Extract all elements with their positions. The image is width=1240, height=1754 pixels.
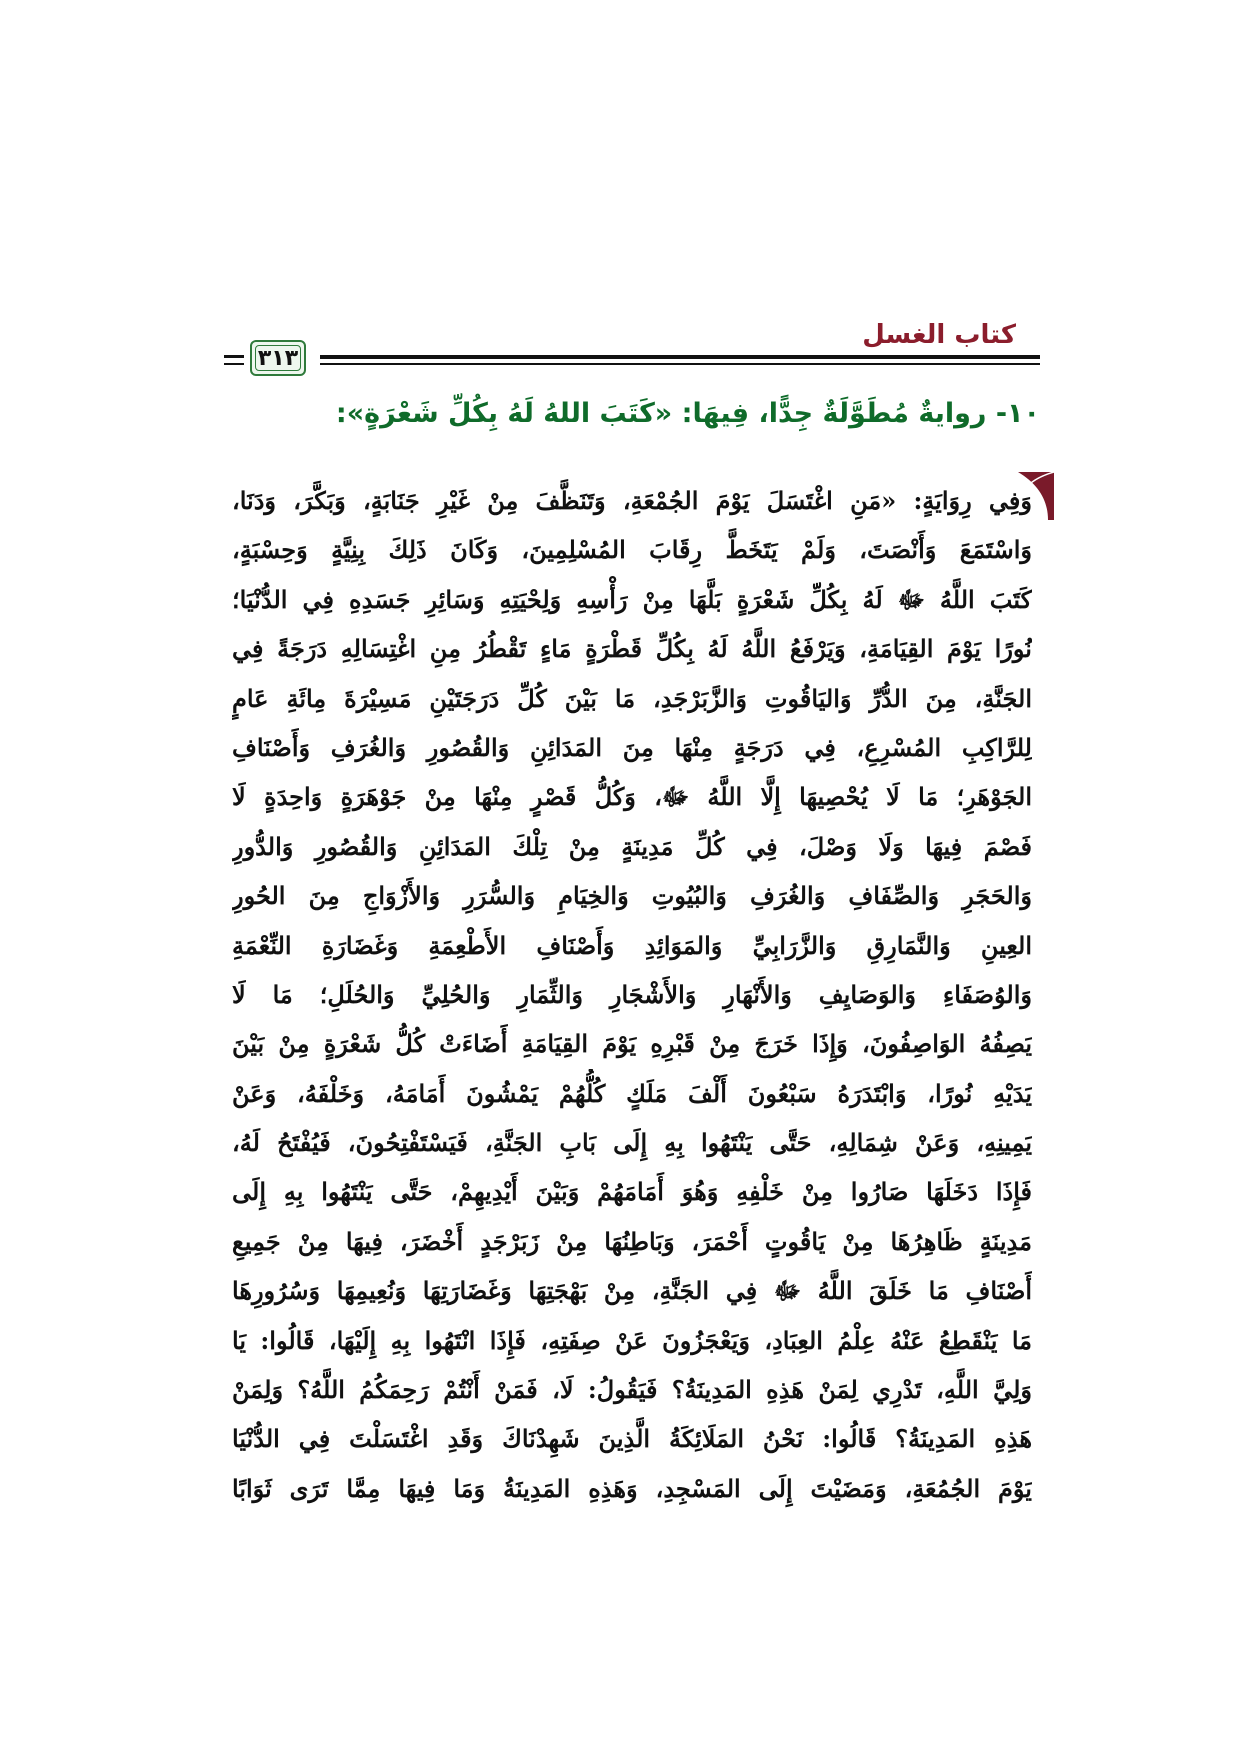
- header-rule-left-thin: [224, 363, 244, 365]
- text-line: هَذِهِ المَدِينَةُ؟ قَالُوا: نَحْنُ المَلَائِكَةُ الَّذِينَ شَهِدْنَاكَ وَقَدِ اغْتَسَلْتَ فِي الدُّنْيَا: [232, 1424, 1032, 1454]
- text-line: يَدَيْهِ نُورًا، وَابْتَدَرَهُ سَبْعُونَ أَلْفَ مَلَكٍ كُلُّهُمْ يَمْشُونَ أَمَامَهُ، وَخَلْفَهُ، وَعَنْ: [232, 1078, 1032, 1108]
- text-line: يَمِينِهِ، وَعَنْ شِمَالِهِ، حَتَّى يَنْتَهُوا بِهِ إِلَى بَابِ الجَنَّةِ، فَيَسْتَفْتِحُونَ، فَيُفْتَحُ لَهُ،: [232, 1128, 1032, 1158]
- text-line: فَإِذَا دَخَلَهَا صَارُوا مِنْ خَلْفِهِ وَهُوَ أَمَامَهُمْ وَبَيْنَ أَيْدِيهِمْ، حَتَّى يَنْتَهُوا بِهِ إِلَى: [232, 1177, 1032, 1207]
- header-rule-left-thick: [224, 355, 244, 358]
- section-heading: ١٠- روايةٌ مُطَوَّلَةٌ جِدًّا، فِيهَا: «كَتَبَ اللهُ لَهُ بِكُلِّ شَعْرَةٍ»:: [335, 398, 1040, 429]
- text-line: فَصْمَ فِيهَا وَلَا وَصْلَ، فِي كُلِّ مَدِينَةٍ مِنْ تِلْكَ المَدَائِنِ وَالقُصُورِ وَالدُّورِ: [232, 831, 1032, 861]
- text-line: وَاسْتَمَعَ وَأَنْصَتَ، وَلَمْ يَتَخَطَّ رِقَابَ المُسْلِمِينَ، وَكَانَ ذَلِكَ بِنِيَّةٍ وَحِسْبَةٍ،: [232, 535, 1032, 565]
- text-line: كَتَبَ اللَّهُ ﷻ لَهُ بِكُلِّ شَعْرَةٍ بَلَّهَا مِنْ رَأْسِهِ وَلِحْيَتِهِ وَسَائِرِ جَسَدِهِ فِي الدُّنْيَا؛: [232, 584, 1032, 614]
- text-line: العِينِ وَالنَّمَارِقِ وَالزَّرَابِيِّ وَالمَوَائِدِ وَأَصْنَافِ الأَطْعِمَةِ وَغَضَارَةِ النِّعْمَةِ: [232, 930, 1032, 960]
- text-line: وَالوُصَفَاءِ وَالوَصَايِفِ وَالأَنْهَارِ وَالأَشْجَارِ وَالثِّمَارِ وَالحُلِيِّ وَالحُلَلِ؛ مَا لَا: [232, 979, 1032, 1009]
- running-header: [224, 318, 1040, 382]
- page-number: ٣١٣: [257, 345, 299, 371]
- page-number-badge: [250, 340, 306, 376]
- body-text: [232, 476, 1032, 1513]
- text-line: مَا يَنْقَطِعُ عَنْهُ عِلْمُ العِبَادِ، وَيَعْجَزُونَ عَنْ صِفَتِهِ، فَإِذَا انْتَهُوا بِهِ إِلَيْهَا، قَالُوا: يَا: [232, 1325, 1032, 1355]
- text-line: نُورًا يَوْمَ القِيَامَةِ، وَيَرْفَعُ اللَّهُ لَهُ بِكُلِّ قَطْرَةٍ مَاءٍ تَقْطُرُ مِنِ اغْتِسَالِهِ دَرَجَةً فِي: [232, 634, 1032, 664]
- book-title: كتاب الغسل: [862, 320, 1016, 350]
- text-line: يَصِفُهُ الوَاصِفُونَ، وَإِذَا خَرَجَ مِنْ قَبْرِهِ يَوْمَ القِيَامَةِ أَضَاءَتْ كُلُّ شَعْرَةٍ مِنْ بَيْنَ: [232, 1029, 1032, 1059]
- header-rule-thick: [320, 355, 1040, 359]
- text-line: وَلِيَّ اللَّهِ، تَدْرِي لِمَنْ هَذِهِ المَدِينَةُ؟ فَيَقُولُ: لَا، فَمَنْ أَنْتُمْ رَحِمَكُمُ اللَّهُ؟ وَلِمَنْ: [232, 1375, 1032, 1405]
- text-line: الجَوْهَرِ؛ مَا لَا يُحْصِيهَا إِلَّا اللَّهُ ﷻ، وَكُلُّ قَصْرٍ مِنْهَا مِنْ جَوْهَرَةٍ وَاحِدَةٍ لَا: [232, 782, 1032, 812]
- text-line: الجَنَّةِ، مِنَ الدُّرِّ وَاليَاقُوتِ وَالزَّبَرْجَدِ، مَا بَيْنَ كُلِّ دَرَجَتَيْنِ مَسِيْرَةَ مِائَةِ عَامٍ: [232, 683, 1032, 713]
- text-line: وَفِي رِوَايَةٍ: «مَنِ اغْتَسَلَ يَوْمَ الجُمْعَةِ، وَتَنَظَّفَ مِنْ غَيْرِ جَنَابَةٍ، وَبَكَّرَ، وَدَنَا،: [232, 486, 1032, 515]
- text-line: مَدِينَةٍ ظَاهِرُهَا مِنْ يَاقُوتٍ أَحْمَرَ، وَبَاطِنُهَا مِنْ زَبَرْجَدٍ أَخْضَرَ، فِيهَا مِنْ جَمِيعِ: [232, 1226, 1032, 1256]
- text-line: أَصْنَافِ مَا خَلَقَ اللَّهُ ﷻ فِي الجَنَّةِ، مِنْ بَهْجَتِهَا وَغَضَارَتِهَا وَنُعِيمِهَا وَسُرُورِهَا: [232, 1276, 1032, 1306]
- text-line: وَالحَجَرِ وَالصِّفَافِ وَالغُرَفِ وَالبُيُوتِ وَالخِيَامِ وَالسُّرَرِ وَالأَزْوَاجِ مِنَ الحُورِ: [232, 881, 1032, 911]
- text-line: يَوْمَ الجُمُعَةِ، وَمَضَيْتَ إِلَى المَسْجِدِ، وَهَذِهِ المَدِينَةُ وَمَا فِيهَا مِمَّا تَرَى ثَوَابًا: [232, 1473, 1032, 1503]
- header-rule-thin: [320, 363, 1040, 365]
- text-line: لِلرَّاكِبِ المُسْرِعِ، فِي دَرَجَةٍ مِنْهَا مِنَ المَدَائِنِ وَالقُصُورِ وَالغُرَفِ وَأَصْنَافِ: [232, 732, 1032, 762]
